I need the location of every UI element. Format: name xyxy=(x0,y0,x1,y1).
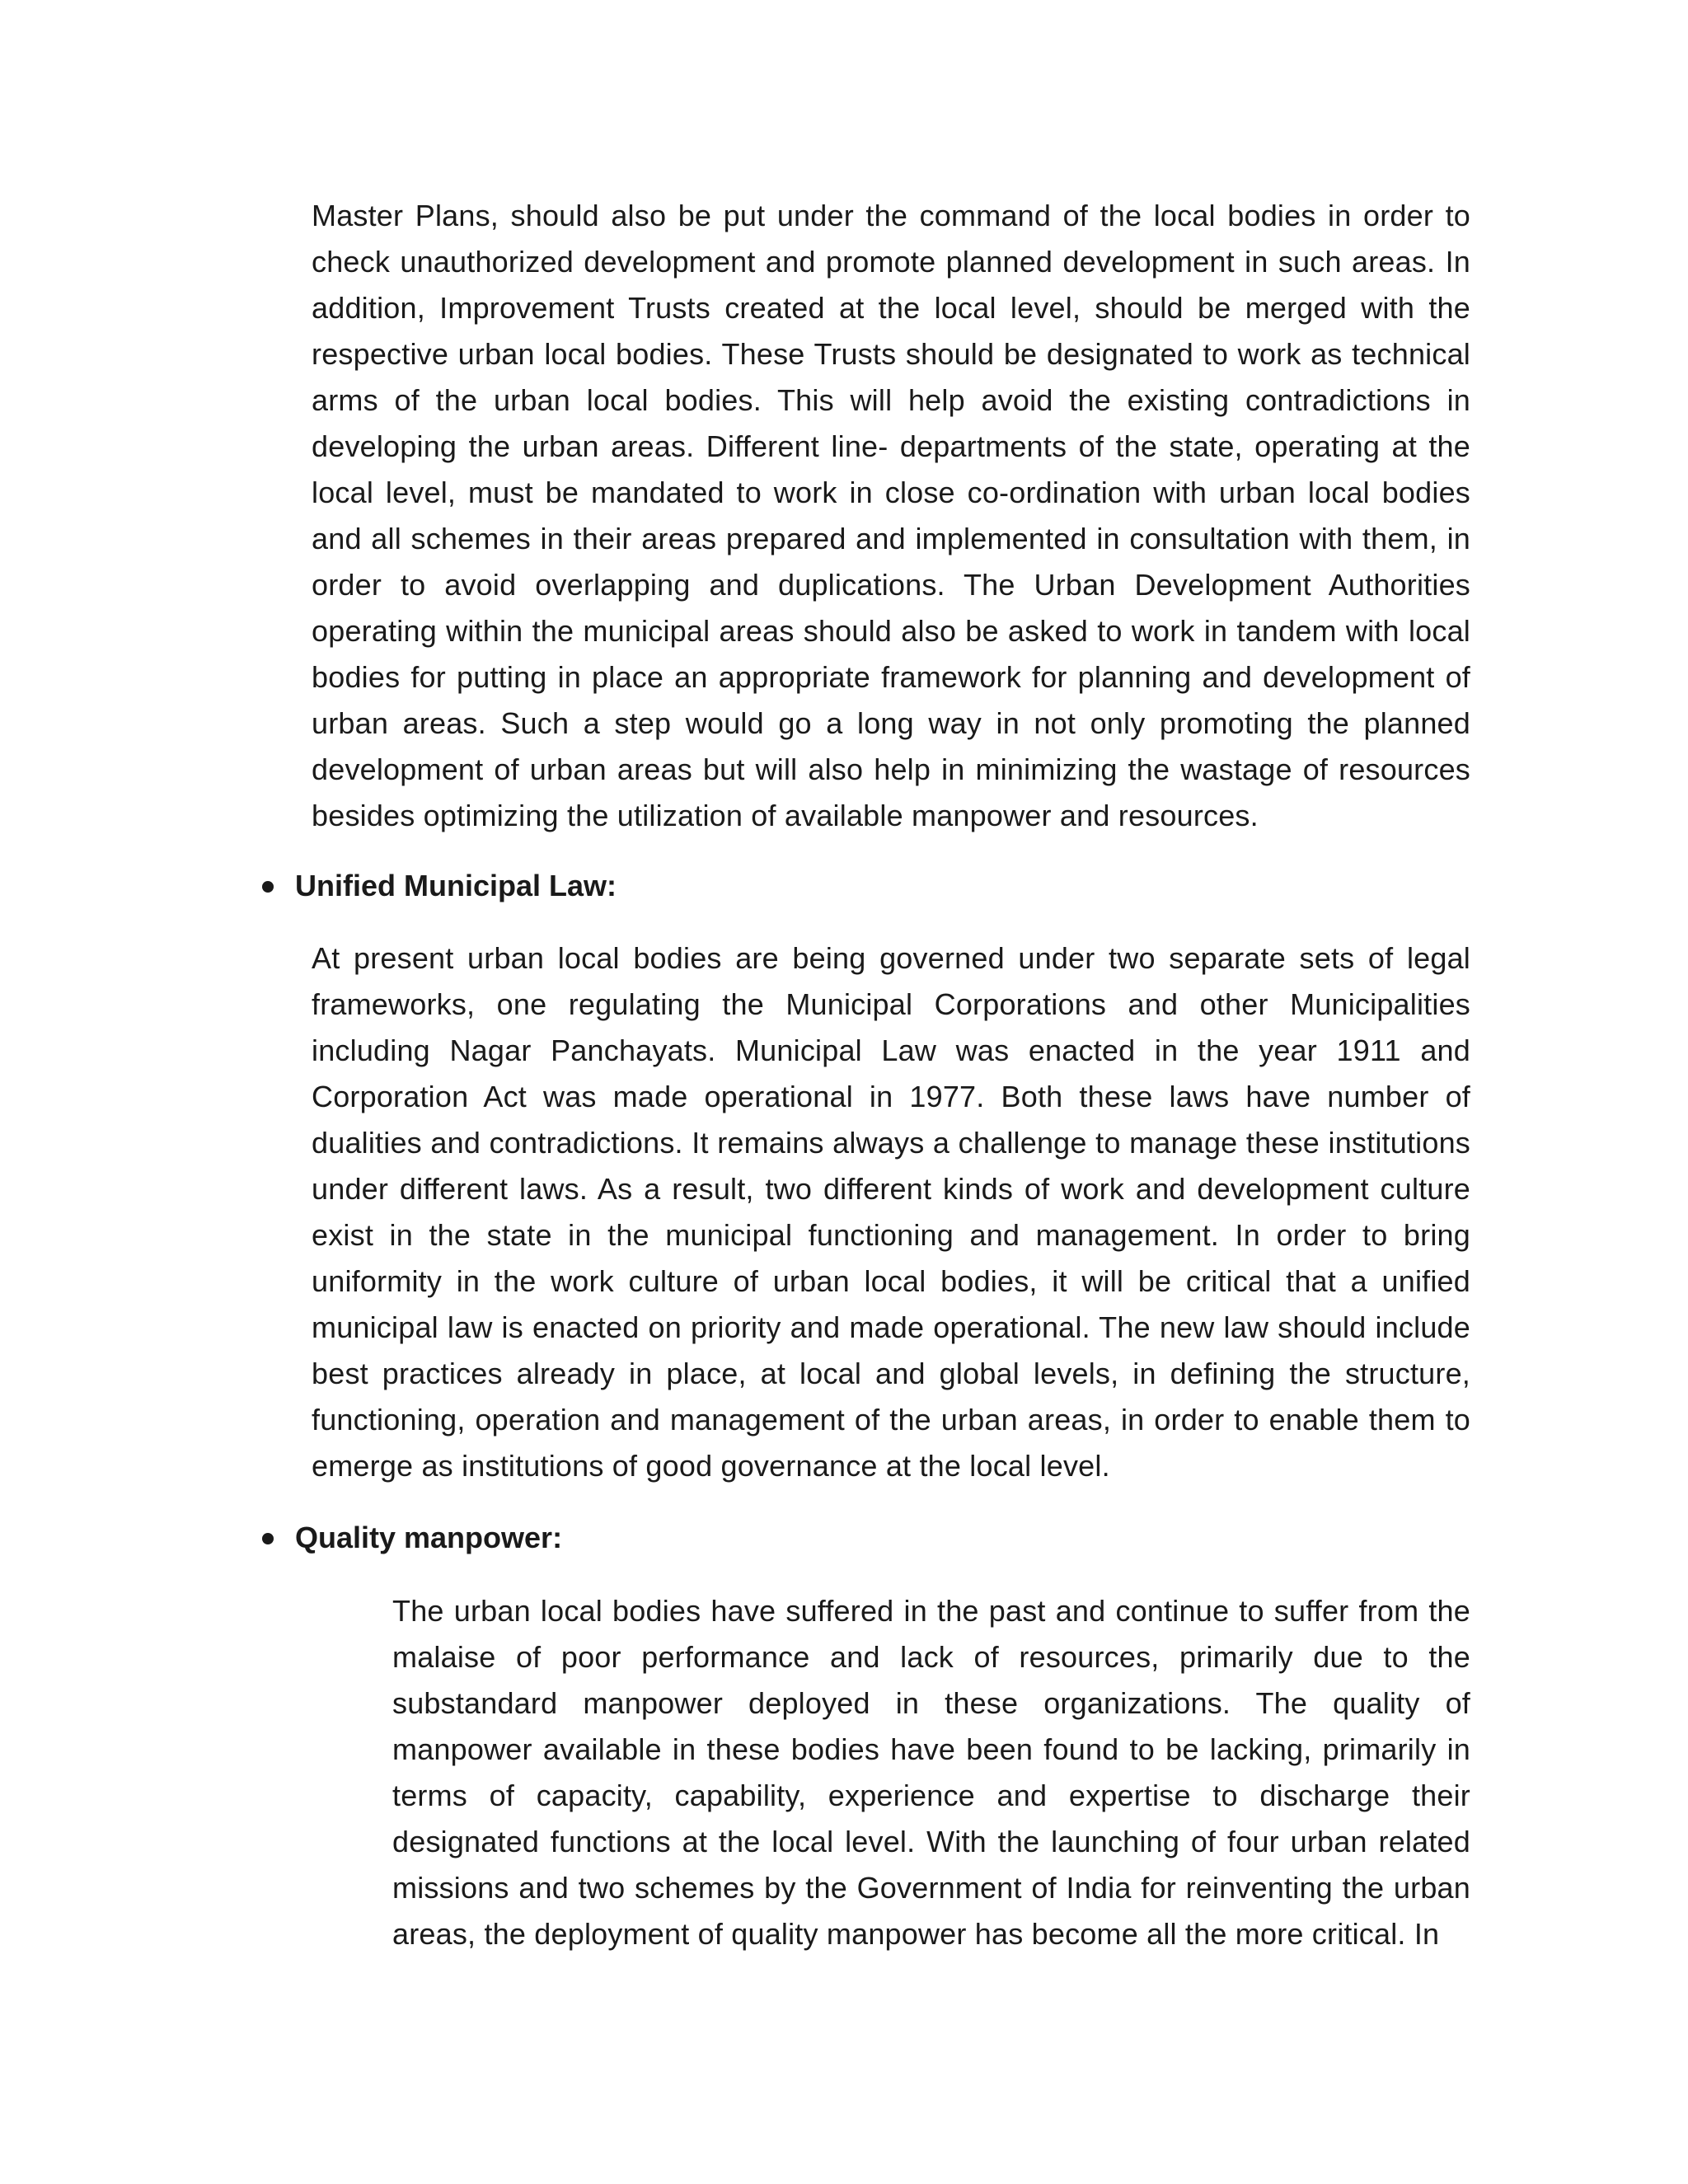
section-heading-text: Quality manpower: xyxy=(295,1521,563,1554)
section-heading-unified-municipal-law xyxy=(262,863,617,909)
paragraph-quality-manpower: The urban local bodies have suffered in the past and continue to suffer from the malaise of poor performance and lack of resources, primarily due to the substandard manpower deployed in these organizations. The quality of manpower available in these bodies have been found to be lacking, primarily in terms of capacity, capability, experience and expertise to discharge their designated functions at the local level. With the launching of four urban related missions and two schemes by the Government of India for reinventing the urban areas, the deployment of quality manpower has become all the more critical. In xyxy=(392,1594,1470,1951)
section-heading-quality-manpower xyxy=(262,1515,562,1561)
section-heading-text: Unified Municipal Law: xyxy=(295,869,617,902)
paragraph-unified-municipal-law: At present urban local bodies are being governed under two separate sets of legal frameworks, one regulating the Municipal Corporations and other Municipalities including Nagar Panchayats. Municipal Law was enacted in the year 1911 and Corporation Act was made operational in 1977. Both these laws have number of dualities and contradictions. It remains always a challenge to manage these institutions under different laws. As a result, two different kinds of work and development culture exist in the state in the municipal functioning and management. In order to bring uniformity in the work culture of urban local bodies, it will be critical that a unified municipal law is enacted on priority and made operational. The new law should include best practices already in place, at local and global levels, in defining the structure, functioning, operation and management of the urban areas, in order to enable them to emerge as institutions of good governance at the local level. xyxy=(312,941,1470,1483)
bullet-icon xyxy=(262,881,274,893)
bullet-icon xyxy=(262,1533,274,1544)
paragraph-master-plans: Master Plans, should also be put under the command of the local bodies in order to check unauthorized development and promote planned development in such areas. In addition, Improvement Trusts created at the local level, should be merged with the respective urban local bodies. These Trusts should be designated to work as technical arms of the urban local bodies. This will help avoid the existing contradictions in developing the urban areas. Different line- departments of the state, operating at the local level, must be mandated to work in close co-ordination with urban local bodies and all schemes in their areas prepared and implemented in consultation with them, in order to avoid overlapping and duplications. The Urban Development Authorities operating within the municipal areas should also be asked to work in tandem with local bodies for putting in place an appropriate framework for planning and development of urban areas. Such a step would go a long way in not only promoting the planned development of urban areas but will also help in minimizing the wastage of resources besides optimizing the utilization of available manpower and resources. xyxy=(312,199,1470,832)
